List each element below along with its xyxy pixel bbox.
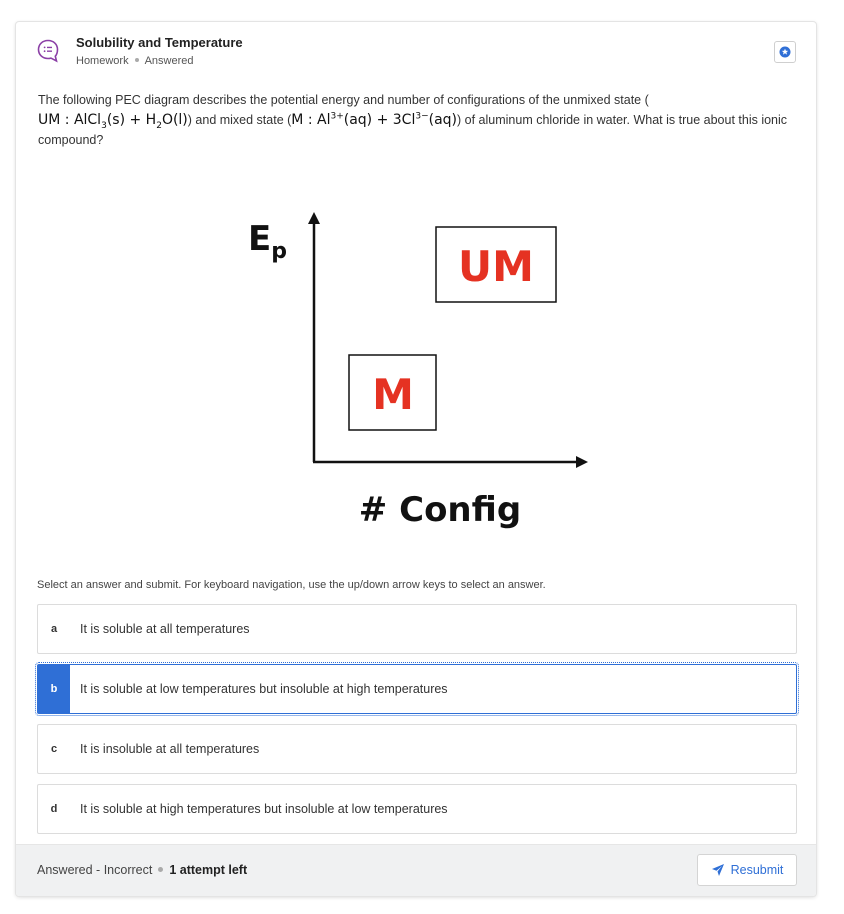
assignment-title: Solubility and Temperature xyxy=(76,35,243,50)
attempts-left: 1 attempt left xyxy=(169,863,248,877)
unmixed-state-label: UM xyxy=(458,242,534,291)
meta-separator xyxy=(135,58,139,62)
answer-option-c[interactable] xyxy=(37,724,797,774)
question-text xyxy=(38,90,798,150)
question-intro: The following PEC diagram describes the potential energy and number of configurations of the unmixed state ( xyxy=(38,93,649,107)
x-axis-arrow xyxy=(576,456,588,468)
result-status: Answered - Incorrect xyxy=(37,863,153,877)
discussion-bubble-icon xyxy=(37,39,59,63)
question-mid: ) and mixed state ( xyxy=(187,113,292,127)
question-card xyxy=(16,22,816,896)
answer-option-a[interactable] xyxy=(37,604,797,654)
status-separator xyxy=(158,867,163,872)
card-footer xyxy=(16,844,816,896)
assignment-meta xyxy=(76,55,194,67)
option-text: It is soluble at low temperatures but insoluble at high temperatures xyxy=(80,682,448,696)
pec-diagram xyxy=(236,186,596,546)
y-axis-label: $E_p$ xyxy=(248,219,287,264)
option-letter: b xyxy=(38,665,70,713)
option-letter: a xyxy=(50,623,58,635)
answer-option-d[interactable] xyxy=(37,784,797,834)
answer-option-b[interactable] xyxy=(37,664,797,714)
option-text: It is insoluble at all temperatures xyxy=(80,742,260,756)
option-text: It is soluble at high temperatures but insoluble at low temperatures xyxy=(80,802,448,816)
unmixed-state-formula: UM : AlCl$_3$(s) + $H_2O(l)$ xyxy=(38,112,188,131)
submission-status xyxy=(37,863,247,877)
x-axis-label: # Config xyxy=(358,490,522,530)
option-letter: c xyxy=(50,743,58,755)
mixed-state-label: M xyxy=(372,370,414,419)
mixed-state-formula: M : $Al^{3+}(aq) + 3Cl^{3-}(aq)$ xyxy=(291,111,458,128)
assignment-type: Homework xyxy=(76,55,129,67)
resubmit-button[interactable] xyxy=(697,854,797,886)
option-letter: d xyxy=(50,803,58,815)
bookmark-button[interactable] xyxy=(774,41,796,63)
resubmit-label: Resubmit xyxy=(730,863,784,877)
y-axis-arrow xyxy=(308,212,320,224)
option-text: It is soluble at all temperatures xyxy=(80,622,250,636)
assignment-state: Answered xyxy=(144,55,194,67)
star-badge-icon xyxy=(779,46,791,58)
answer-instructions: Select an answer and submit. For keyboard navigation, use the up/down arrow keys to select an answer. xyxy=(37,579,546,591)
question-outro: ) of aluminum chloride in water. What is true about this ionic compound? xyxy=(38,113,788,147)
card-header xyxy=(16,22,816,82)
send-icon xyxy=(711,863,725,877)
